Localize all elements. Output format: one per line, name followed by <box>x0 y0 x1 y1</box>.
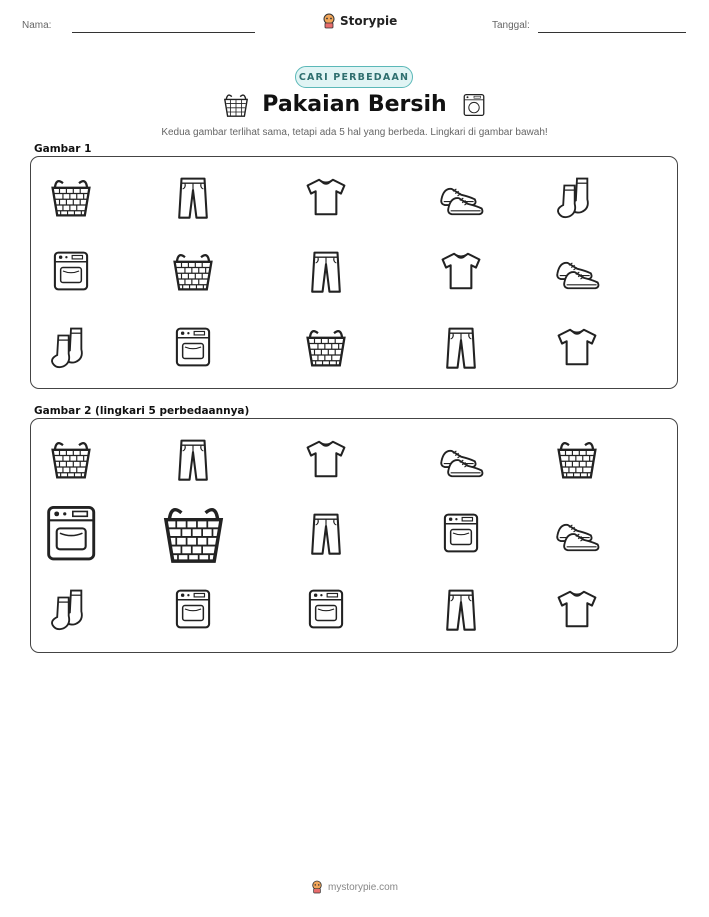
laundry-basket-icon <box>303 324 349 370</box>
socks-icon <box>48 324 94 370</box>
footer-url[interactable]: mystorypie.com <box>327 881 398 893</box>
picture1-item-r1-c5[interactable] <box>554 174 600 220</box>
picture1-item-r1-c2[interactable] <box>170 174 216 220</box>
picture2-item-r3-c1[interactable] <box>48 586 94 632</box>
picture1-item-r2-c4[interactable] <box>438 248 484 294</box>
storypie-logo-icon <box>311 880 323 894</box>
washing-machine-icon <box>48 248 94 294</box>
picture1-label: Gambar 1 <box>34 143 92 155</box>
picture1-item-r3-c3[interactable] <box>303 324 349 370</box>
picture1-item-r1-c4[interactable] <box>438 174 484 220</box>
picture1-item-r1-c1[interactable] <box>48 174 94 220</box>
picture1-item-r1-c3[interactable] <box>303 174 349 220</box>
socks-icon <box>554 174 600 220</box>
picture2-item-r3-c4[interactable] <box>438 586 484 632</box>
page-title: Pakaian Bersih <box>262 92 447 117</box>
laundry-basket-icon <box>554 436 600 482</box>
tshirt-icon <box>303 174 349 220</box>
sneakers-icon <box>438 174 484 220</box>
picture1-item-r2-c3[interactable] <box>303 248 349 294</box>
pants-icon <box>303 510 349 556</box>
washing-machine-icon <box>438 510 484 556</box>
sneakers-icon <box>438 436 484 482</box>
sneakers-icon <box>554 248 600 294</box>
washing-machine-icon <box>170 324 216 370</box>
name-field[interactable] <box>72 32 255 33</box>
picture1-item-r3-c4[interactable] <box>438 324 484 370</box>
tshirt-icon <box>554 586 600 632</box>
activity-badge: CARI PERBEDAAN <box>295 66 413 88</box>
pants-icon <box>438 586 484 632</box>
picture2-item-r2-c3[interactable] <box>303 510 349 556</box>
pants-icon <box>303 248 349 294</box>
picture1-item-r3-c5[interactable] <box>554 324 600 370</box>
brand-name: Storypie <box>340 14 398 28</box>
footer <box>0 880 709 894</box>
picture2-item-r1-c3[interactable] <box>303 436 349 482</box>
tshirt-icon <box>554 324 600 370</box>
picture2-panel[interactable] <box>30 418 678 653</box>
picture2-item-r1-c2[interactable] <box>170 436 216 482</box>
tshirt-icon <box>303 436 349 482</box>
laundry-basket-icon <box>170 248 216 294</box>
picture1-item-r2-c5[interactable] <box>554 248 600 294</box>
laundry-basket-icon <box>159 499 228 568</box>
pants-icon <box>438 324 484 370</box>
picture2-item-r2-c2[interactable] <box>159 499 228 568</box>
pants-icon <box>170 436 216 482</box>
washing-machine-icon <box>461 91 487 119</box>
picture2-item-r1-c1[interactable] <box>48 436 94 482</box>
picture2-label: Gambar 2 (lingkari 5 perbedaannya) <box>34 405 250 417</box>
picture2-item-r2-c4[interactable] <box>438 510 484 556</box>
picture1-item-r3-c1[interactable] <box>48 324 94 370</box>
date-field[interactable] <box>538 32 686 33</box>
picture2-item-r1-c4[interactable] <box>438 436 484 482</box>
picture2-item-r3-c2[interactable] <box>170 586 216 632</box>
pants-icon <box>170 174 216 220</box>
picture1-panel <box>30 156 678 389</box>
picture2-item-r2-c5[interactable] <box>554 510 600 556</box>
laundry-basket-icon <box>48 174 94 220</box>
instructions: Kedua gambar terlihat sama, tetapi ada 5 hal yang berbeda. Lingkari di gambar bawah! <box>161 127 548 138</box>
laundry-basket-icon <box>48 436 94 482</box>
picture1-item-r3-c2[interactable] <box>170 324 216 370</box>
picture2-item-r3-c3[interactable] <box>303 586 349 632</box>
washing-machine-icon <box>303 586 349 632</box>
picture2-item-r1-c5[interactable] <box>554 436 600 482</box>
sneakers-icon <box>554 510 600 556</box>
picture1-item-r2-c2[interactable] <box>170 248 216 294</box>
brand-logo <box>322 13 397 29</box>
tshirt-icon <box>438 248 484 294</box>
washing-machine-icon <box>39 501 103 565</box>
picture2-item-r3-c5[interactable] <box>554 586 600 632</box>
storypie-logo-icon <box>322 13 336 29</box>
washing-machine-icon <box>170 586 216 632</box>
picture2-item-r2-c1[interactable] <box>39 501 103 565</box>
socks-icon <box>48 586 94 632</box>
picture1-item-r2-c1[interactable] <box>48 248 94 294</box>
date-label: Tanggal: <box>492 20 530 31</box>
name-label: Nama: <box>22 20 52 31</box>
